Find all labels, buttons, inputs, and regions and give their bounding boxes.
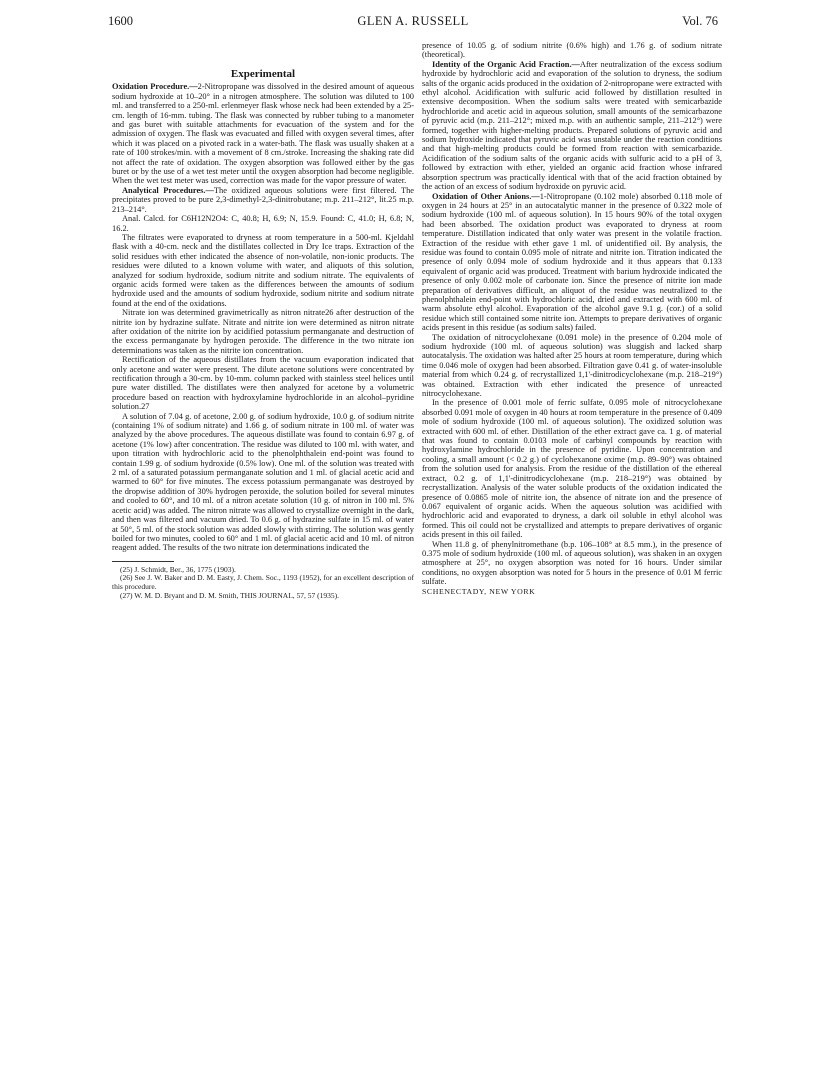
section-title: Experimental [230, 68, 296, 80]
run-head: Identity of the Organic Acid Fraction.— [432, 59, 580, 69]
footnote: (25) J. Schmidt, Ber., 36, 1775 (1903). [120, 564, 236, 574]
paragraph: When 11.8 g. of phenylnitromethane (b.p. 106–108° at 8.5 mm.), in the presence of 0.375 mole of sodium hydroxide (100 ml. of aqueous solution), was shaken in an oxygen atmosphere at 25°, no oxygen absorption was noted for 16 hours. Under similar conditions, no oxygen absorption was noted for 5 hours in the presence of 0.01 M ferric sulfate. [422, 539, 722, 587]
volume-label: Vol. 76 [682, 14, 718, 28]
footnote: (26) See J. W. Baker and D. M. Easty, J. Chem. Soc., 1193 (1952), for an excellent description of this procedure. [112, 573, 414, 591]
footnote-rule [112, 561, 174, 562]
paragraph: The oxidation of nitrocyclohexane (0.091 mole) in the presence of 0.204 mole of sodium hydroxide (100 ml. of aqueous solution) was sluggish and lacked sharp autocatalysis. The oxidation was halted after 25 hours at room temperature, during which time 0.046 mole of oxygen had been absorbed. Filtration gave 0.41 g. of water-insoluble material from which 0.24 g. of recrystallized 1,1'-dinitrodicyclohexane (m.p. 218–219°) was obtained. Extraction with ether indicated the presence of unreacted nitrocyclohexane. [422, 332, 722, 399]
run-head: Analytical Procedures.— [122, 185, 214, 195]
paragraph: Oxidation Procedure.—2-Nitropropane was dissolved in the desired amount of aqueous sodium hydroxide at 10–20° in a nitrogen atmosphere. The solution was diluted to 100 ml. and transferred to a 250-ml. erlenmeyer flask whose neck had been extended by a 25-cm. length of 16-mm. tubing. The flask was connected by rubber tubing to a manometer and gas buret with suitable attachments for evacuation of the system and for the admission of oxygen. The flask was evacuated and filled with oxygen several times, after which it was placed on a pivoted rack in a water-bath. The flask was usually shaken at a rate of 100 strokes/min. with a movement of 8 cm./stroke. Increasing the shaking rate did not affect the rate of oxidation. The oxygen absorption was followed either by the gas buret or by the use of a wet test meter until the oxygen absorption had become negligible. When the wet test meter was used, correction was made for the vapor pressure of water. [112, 82, 414, 186]
paragraph: In the presence of 0.001 mole of ferric sulfate, 0.095 mole of nitrocyclohexane absorbed 0.091 mole of oxygen in 40 hours at room temperature in the presence of 0.409 mole of sodium hydroxide (100 ml. of aqueous solution). The oxidized solution was extracted with 600 ml. of ether. Distillation of the ether extract gave ca. 1 g. of material that was found to contain 0.0103 mole of carbinyl compounds by reaction with hydroxylamine hydrochloride in the presence of pyridine. Upon concentration and cooling, a small amount (< 0.2 g.) of cyclohexanone oxime (m.p. 89–90°) was obtained from the solution used for analysis. From the residue of the distillation of the ethereal extract, 0.2 g. of 1,1'-dinitrodicyclohexane (m.p. 218–219°) was obtained by recrystallization. Analysis of the water soluble products of the oxidation indicated the presence of 0.0865 mole of nitrite ion, the absence of nitrate ion and the presence of 0.067 equivalent of organic acids. When the aqueous solution was acidified with hydrochloric acid and evaporated to dryness, a dark oil soluble in ethyl alcohol was formed. This oil could not be crystallized and attempts to prepare derivatives of organic acids present in this oil failed. [422, 398, 722, 540]
run-head: Oxidation Procedure.— [112, 82, 198, 92]
paragraph: presence of 10.05 g. of sodium nitrite (0.6% high) and 1.76 g. of sodium nitrate (theoretical). [422, 41, 722, 60]
left-column [112, 40, 414, 600]
paragraph: Anal. Calcd. for C6H12N2O4: C, 40.8; H, 6.9; N, 15.9. Found: C, 41.0; H, 6.8; N, 16.2. [112, 214, 414, 233]
footnotes [112, 566, 414, 600]
running-author: GLEN A. RUSSELL [357, 14, 469, 28]
run-head: Oxidation of Other Anions.— [432, 191, 540, 201]
paragraph: Rectification of the aqueous distillates from the vacuum evaporation indicated that only acetone and water were present. The dilute acetone solutions were concentrated by rectification through a 30-cm. by 10-mm. column packed with stainless steel helices until pure water distilled. The distillates were then analyzed for acetone by a volumetric procedure based on reaction with hydroxylamine hydrochloride in an alcohol–pyridine solution.27 [112, 355, 414, 412]
paragraph: Identity of the Organic Acid Fraction.—After neutralization of the excess sodium hydroxide by hydrochloric acid and evaporation of the solution to dryness, the sodium salts of the organic acids produced in the oxidation of 2-nitropropane were extracted with ethyl alcohol. Acidification with sulfuric acid followed by distillation resulted in extensive decomposition. When the sodium salts were treated with semicarbazide hydrochloride and acetic acid in aqueous solution, small amounts of the semicarbazone of pyruvic acid (m.p. 211–212°; mixed m.p. with an authentic sample, 211–212°) were formed, together with higher-melting products. Prepared solutions of pyruvic acid and sodium hydroxide indicated that pyruvic acid was unstable under the reaction conditions and that high-melting products could be formed from reaction with semicarbazide. Acidification of the sodium salts of the organic acids with sulfuric acid to a pH of 3, followed by extraction with ether, yielded an organic acid fraction whose infrared absorption spectrum was practically identical with that of the acid fraction obtained by the action of an excess of sodium hydroxide on pyruvic acid. [422, 59, 722, 192]
page-number: 1600 [108, 14, 133, 28]
paragraph: Analytical Procedures.—The oxidized aqueous solutions were first filtered. The precipitates proved to be pure 2,3-dimethyl-2,3-dinitrobutane; m.p. 211–212°, lit.25 m.p. 213–214°. [112, 185, 414, 214]
footnote: (27) W. M. D. Bryant and D. M. Smith, THIS JOURNAL, 57, 57 (1935). [120, 590, 340, 600]
place-line: SCHENECTADY, NEW YORK [422, 586, 536, 596]
paragraph: A solution of 7.04 g. of acetone, 2.00 g. of sodium hydroxide, 10.0 g. of sodium nitrite (containing 1% of sodium nitrate) and 1.66 g. of sodium nitrate in 100 ml. of water was analyzed by the above procedures. The aqueous distillate was found to contain 6.97 g. of acetone (1% low) after concentration. The residue was diluted to 100 ml. with water, and upon titration with hydrochloric acid to the phenolphthalein end-point was found to contain 1.99 g. of sodium hydroxide (0.5% low). One ml. of the solution was treated with 2 ml. of a saturated potassium permanganate solution and 1 ml. of glacial acetic acid and warmed to 60° for five minutes. The excess potassium permanganate was destroyed by the dropwise addition of 30% hydrogen peroxide, the solution boiled for several minutes and cooled to 60°, and 10 ml. of a nitron acetate solution (10 g. of nitron in 100 ml. 5% acetic acid) was added. The nitron nitrate was allowed to crystallize overnight in the dark, and then was filtered and vacuum dried. To 0.6 g. of hydrazine sulfate in 15 ml. of water at 50°, 5 ml. of the stock solution was added slowly with stirring. The solution was gently boiled for two minutes, cooled to 60° and 1 ml. of glacial acetic acid and 10 ml. of nitron reagent added. The results of the two nitrate ion determinations indicated the [112, 411, 414, 553]
paragraph: Nitrate ion was determined gravimetrically as nitron nitrate26 after destruction of the nitrite ion by hydrazine sulfate. Nitrate and nitrite ion were determined as nitron nitrate after oxidation of the nitrite ion by acidified potassium permanganate and destruction of the excess permanganate by hydrogen peroxide. The difference in the two nitrate ion determinations was taken as the nitrite ion concentration. [112, 308, 414, 355]
right-column [422, 41, 722, 596]
page-header [108, 14, 718, 30]
paragraph: The filtrates were evaporated to dryness at room temperature in a 500-ml. Kjeldahl flask with a 40-cm. neck and the distillates collected in Dry Ice traps. Extraction of the solid residues with ether indicated the absence of non-volatile, non-ionic products. The residues were diluted to a known volume with water, and aliquots of this solution, analyzed for sodium hydroxide, sodium nitrite and sodium nitrate. The equivalents of organic acids formed were taken as the differences between the amounts of sodium hydroxide used and the amounts of sodium hydroxide, sodium nitrite and sodium nitrate found at the end of the oxidations. [112, 232, 414, 308]
paragraph: Oxidation of Other Anions.—1-Nitropropane (0.102 mole) absorbed 0.118 mole of oxygen in 24 hours at 25° in an autocatalytic manner in the presence of 0.322 mole of sodium hydroxide (100 ml. of aqueous solution). In 15 hours 90% of the total oxygen had been absorbed. The oxidation product was evaporated to dryness at room temperature. Distillation indicated that only water was present in the volatile fraction. Extraction of the residue with ether gave 1 ml. of unidentified oil. By analysis, the residue was found to contain 0.095 mole of nitrate and nitrite ion. Titration indicated the presence of only 0.094 mole of sodium hydroxide and it thus appears that 0.133 equivalent of organic acid was produced. Treatment with barium hydroxide indicated the presence of only 0.002 mole of carbonate ion. Since the presence of nitrite ion made preparation of derivatives difficult, an aliquot of the residue was neutralized to the phenolphthalein end-point with hydrochloric acid, dried and extracted with 600 ml. of warm absolute ethyl alcohol. Evaporation of the alcohol gave 9.1 g. (cor.) of a solid residue which still contained some nitrite ion. Attempts to prepare derivatives of organic acids present in this residue (as sodium salts) failed. [422, 191, 722, 333]
